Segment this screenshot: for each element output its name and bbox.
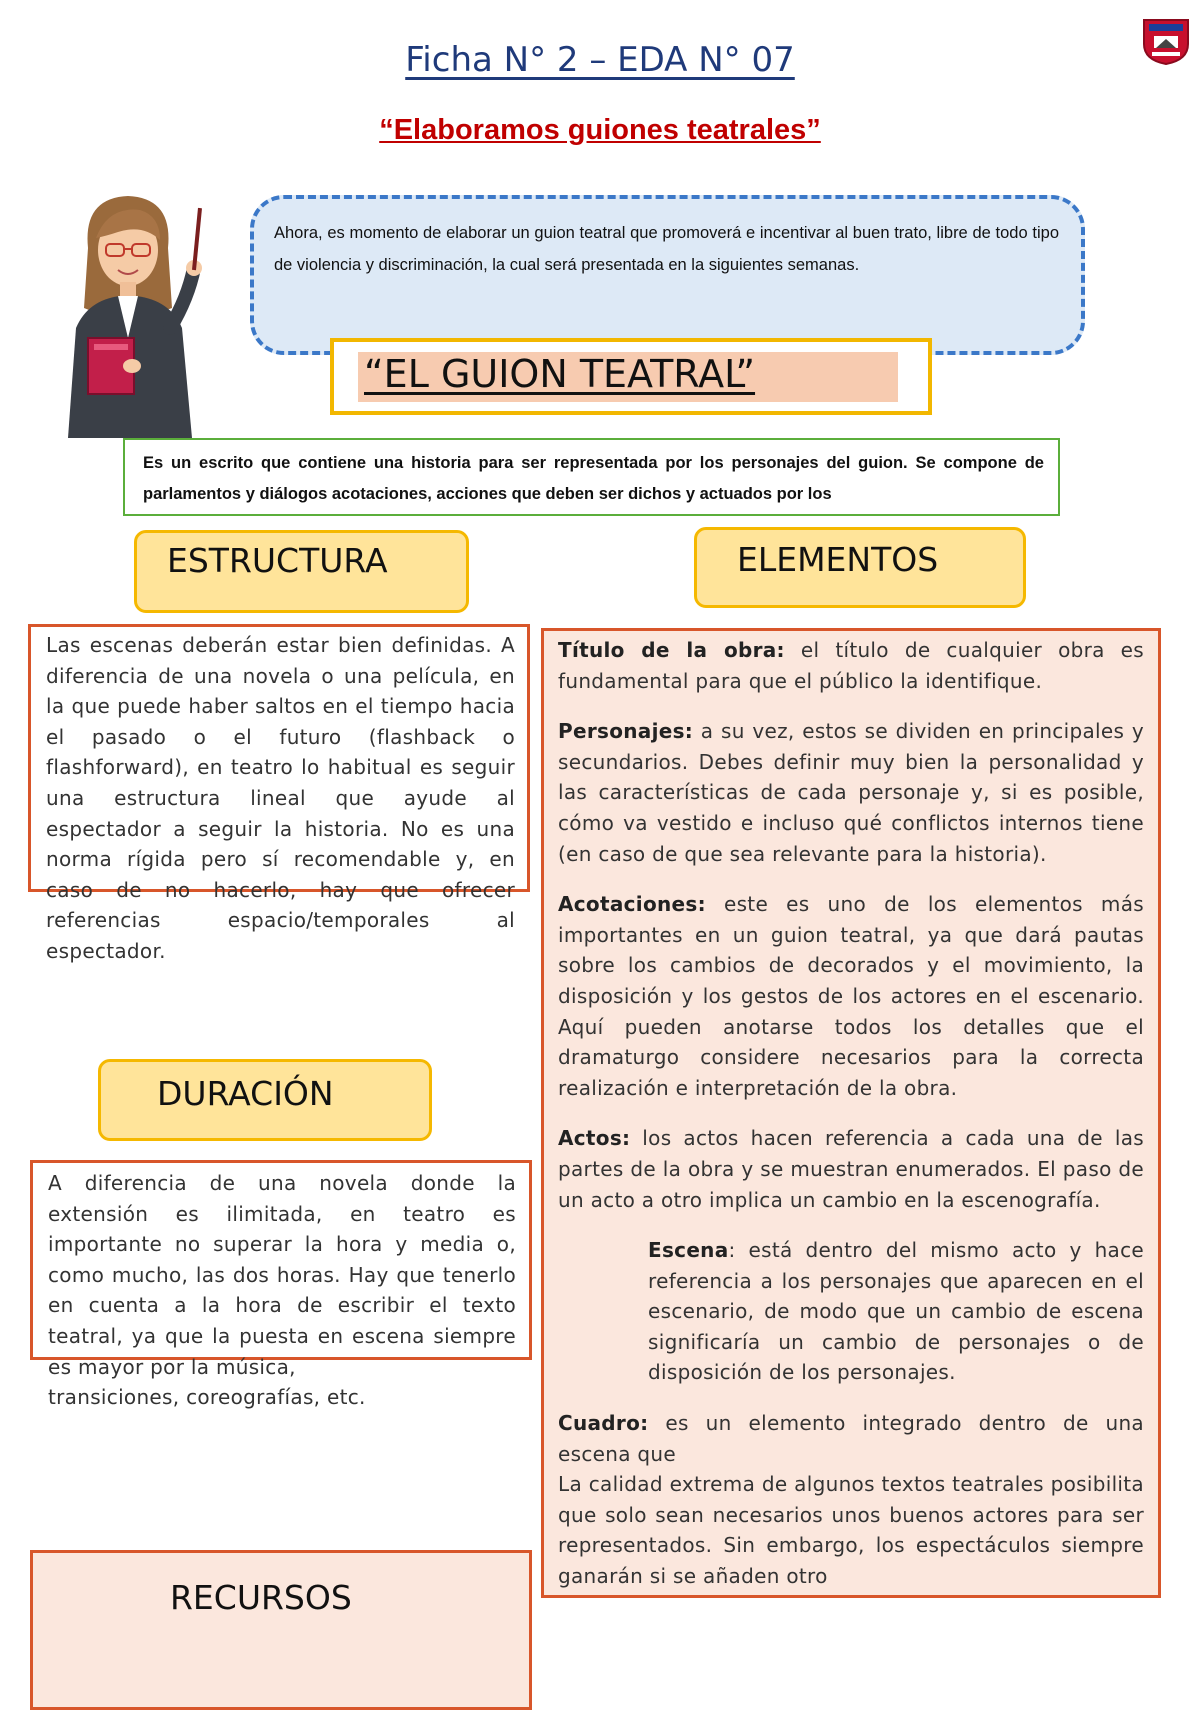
elemento-term: Acotaciones: [558,892,706,917]
elemento-desc: este es uno de los elementos más importantes en un guion teatral, ya que dará pautas sobre los cambios de decorados y el movimiento, la disposición y los gestos de los actores en el escenario. Aquí pueden anotarse todos los detalles que el dramaturgo considere necesarios para la correcta realización e interpretación de la obra. [558,892,1144,1100]
elemento-term: Escena [648,1238,729,1263]
elemento-term: Personajes: [558,719,694,744]
elemento-term: Cuadro: [558,1411,649,1436]
recursos-frame [30,1550,532,1710]
elemento-desc: : está dentro del mismo acto y hace referencia a los personajes que aparecen en el escenario, de modo que un cambio de escena significaría un cambio de personajes o de disposición de los personajes. [648,1238,1144,1385]
guion-title-box [330,338,932,415]
estructura-heading: ESTRUCTURA [134,530,469,613]
elemento-item [558,1408,1144,1469]
teacher-illustration-icon [48,188,218,438]
elemento-item [558,1123,1144,1215]
elemento-desc: a su vez, estos se dividen en principales y secundarios. Debes definir muy bien la personalidad y las características de cada personaje y, si es posible, cómo va vestido e incluso qué conflictos internos tiene (en caso de que sea relevante para la historia). [558,719,1144,866]
elemento-desc: el título de cualquier obra es fundamental para que el público la identifique. [558,638,1145,693]
elemento-item [558,889,1144,1103]
definition-box [123,438,1060,516]
elemento-item [558,1235,1144,1388]
school-logo-icon [1140,14,1192,66]
speech-bubble [250,195,1085,355]
elementos-extra: La calidad extrema de algunos textos teatrales posibilita que solo sean necesarios unos buenos actores para ser representados. Sin embargo, los espectáculos siempre ganarán si se añaden otro [558,1472,1144,1589]
duracion-text [48,1168,516,1413]
page-subtitle: “Elaboramos guiones teatrales” [379,114,821,146]
elemento-item [558,635,1144,696]
estructura-text: Las escenas deberán estar bien definidas. A diferencia de una novela o una película, en la que puede haber saltos en el tiempo hacia el pasado o el futuro (flashback o flashforward), en teatro lo habitual es seguir una estructura lineal que ayude al espectador a seguir la historia. No es una norma rígida pero sí recomendable y, en caso de no hacerlo, hay que ofrecer referencias espacio/temporales al espectador. [46,633,515,963]
elementos-list [558,635,1144,1612]
elemento-term: Título de la obra: [558,638,785,662]
elemento-term: Actos: [558,1126,631,1151]
elementos-heading: ELEMENTOS [694,527,1026,608]
elemento-desc: es un elemento integrado dentro de una escena que [558,1411,1144,1466]
duracion-heading: DURACIÓN [98,1059,432,1141]
elemento-desc: los actos hacen referencia a cada una de las partes de la obra y se muestran enumerados. El paso de un acto a otro implica un cambio en la escenografía. [558,1126,1144,1212]
speech-bubble-text: Ahora, es momento de elaborar un guion teatral que promoverá e incentivar al buen trato, libre de todo tipo de violencia y discriminación, la cual será presentada en la siguientes semanas. [274,224,1059,274]
guion-title: “EL GUION TEATRAL” [364,352,756,396]
duracion-text-2: transiciones, coreografías, etc. [48,1385,366,1410]
page-title: Ficha N° 2 – EDA N° 07 [405,40,795,80]
elemento-item [558,716,1144,869]
recursos-heading: RECURSOS [170,1578,352,1617]
duracion-text-1: A diferencia de una novela donde la extensión es ilimitada, en teatro es importante no superar la hora y media o, como mucho, las dos horas. Hay que tenerlo en cuenta a la hora de escribir el texto teatral, ya que la puesta en escena siempre es mayor por la música, [48,1171,516,1379]
definition-text: Es un escrito que contiene una historia para ser representada por los personajes del guion. Se compone de parlamentos y diálogos acotaciones, acciones que deben ser dichos y actuados por los [143,454,1044,503]
